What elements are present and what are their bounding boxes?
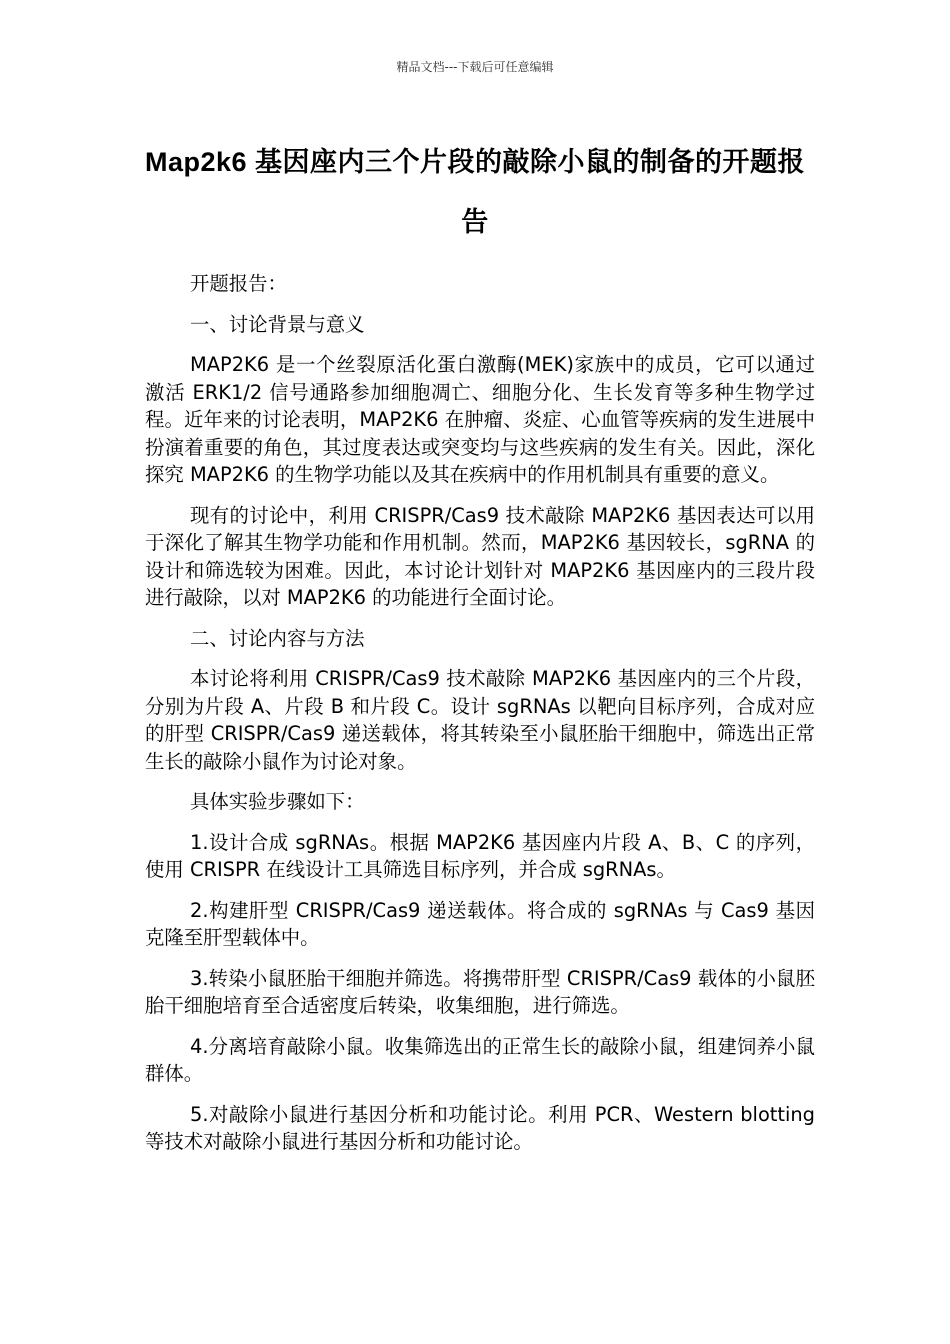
document-body (145, 270, 815, 1169)
step-item: 4.分离培育敲除小鼠。收集筛选出的正常生长的敲除小鼠，组建饲养小鼠群体。 (145, 1034, 815, 1085)
section-heading-methods: 二、讨论内容与方法 (190, 626, 365, 650)
paragraph: 现有的讨论中，利用 CRISPR/Cas9 技术敲除 MAP2K6 基因表达可以用于深化了解其生物学功能和作用机制。然而，MAP2K6 基因较长，sgRNA 的设计和筛选较为困难。因此，本讨论计划针对 MAP2K6 基因座内的三段片段进行敲除，以对 MAP2K6 的功能进行全面讨论。 (145, 503, 815, 609)
paragraph-label: 开题报告： (190, 272, 287, 295)
step-item: 1.设计合成 sgRNAs。根据 MAP2K6 基因座内片段 A、B、C 的序列，使用 CRISPR 在线设计工具筛选目标序列，并合成 sgRNAs。 (145, 830, 815, 881)
section-heading-background: 一、讨论背景与意义 (190, 312, 365, 336)
document-title: Map2k6 基因座内三个片段的敲除小鼠的制备的开题报告 (144, 147, 806, 237)
paragraph: MAP2K6 是一个丝裂原活化蛋白激酶(MEK)家族中的成员，它可以通过激活 ERK1/2 信号通路参加细胞凋亡、细胞分化、生长发育等多种生物学过程。近年来的讨论表明，MAP2K6 在肿瘤、炎症、心血管等疾病的发生进展中扮演着重要的角色，其过度表达或突变均与这些疾病的发生有关。因此，深化探究 MAP2K6 的生物学功能以及其在疾病中的作用机制具有重要的意义。 (145, 353, 815, 486)
page-header-watermark: 精品文档---下载后可任意编辑 (396, 60, 554, 74)
step-item: 3.转染小鼠胚胎干细胞并筛选。将携带肝型 CRISPR/Cas9 载体的小鼠胚胎干细胞培育至合适密度后转染，收集细胞，进行筛选。 (145, 966, 815, 1017)
paragraph: 本讨论将利用 CRISPR/Cas9 技术敲除 MAP2K6 基因座内的三个片段，分别为片段 A、片段 B 和片段 C。设计 sgRNAs 以靶向目标序列，合成对应的肝型 CRISPR/Cas9 递送载体，将其转染至小鼠胚胎干细胞中，筛选出正常生长的敲除小鼠作为讨论对象。 (145, 667, 815, 773)
paragraph: 具体实验步骤如下： (190, 790, 365, 813)
step-item: 2.构建肝型 CRISPR/Cas9 递送载体。将合成的 sgRNAs 与 Cas9 基因克隆至肝型载体中。 (145, 898, 815, 949)
step-item: 5.对敲除小鼠进行基因分析和功能讨论。利用 PCR、Western blotting 等技术对敲除小鼠进行基因分析和功能讨论。 (145, 1102, 815, 1153)
